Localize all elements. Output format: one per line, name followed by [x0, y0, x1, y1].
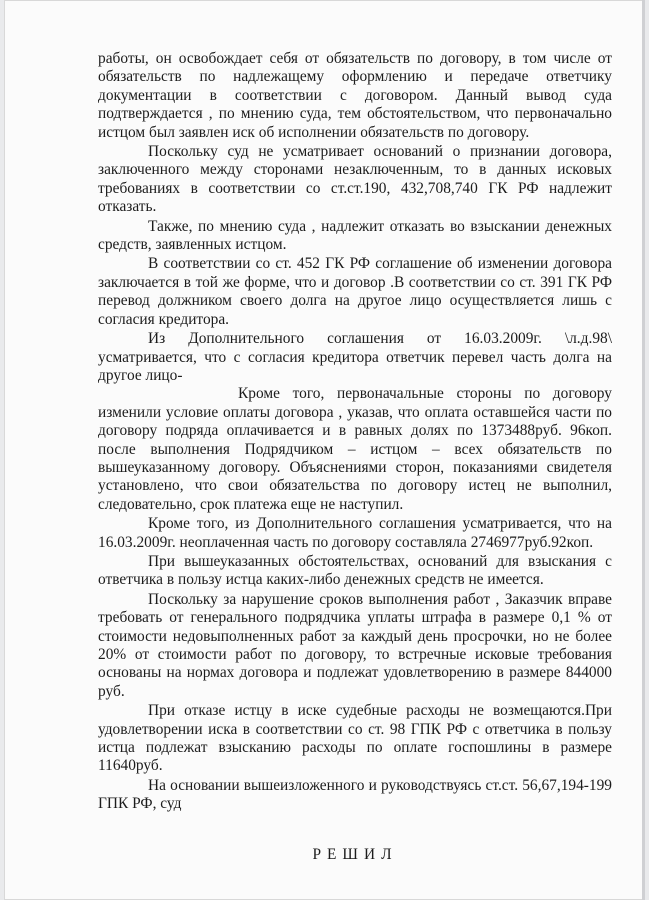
paragraph-11: На основании вышеизложенного и руководствуясь ст.ст. 56,67,194-199 ГПК РФ, суд	[98, 776, 612, 813]
paragraph-8: При вышеуказанных обстоятельствах, оснований для взыскания с ответчика в пользу истца каких-либо денежных средств не имеется.	[98, 552, 612, 589]
paragraph-7: Кроме того, из Дополнительного соглашения усматривается, что на 16.03.2009г. неоплаченная часть по договору составляла 2746977руб.92коп.	[98, 515, 612, 551]
document-page	[4, 0, 645, 900]
paragraph-9: Поскольку за нарушение сроков выполнения работ , Заказчик вправе требовать от генерального подрядчика уплаты штрафа в размере 0,1 % от стоимости недовыполненных работ за каждый день просрочки, но не более 20% от стоимости работ по договору, то встречные исковые требования основаны на нормах договора и подлежат удовлетворению в размере 844000 руб.	[98, 590, 612, 700]
decision-heading: РЕШИЛ	[312, 845, 398, 863]
paragraph-5: Из Дополнительного соглашения от 16.03.2009г. \л.д.98\ усматривается, что с согласия кредитора ответчик перевел часть долга на другое лицо-	[98, 330, 612, 384]
paragraph-1: работы, он освобождает себя от обязательств по договору, в том числе от обязательств по надлежащему оформлению и передаче ответчику документации в соответствии с договором. Данный вывод суда подтверждается , по мнению суда, тем обстоятельством, что первоначально истцом был заявлен иск об исполнении обязательств по договору.	[98, 50, 612, 141]
page-edge	[642, 0, 645, 900]
document-body	[98, 50, 612, 864]
paragraph-6: Кроме того, первоначальные стороны по договору изменили условие оплаты договора , указав, что оплата оставшейся части по договору подряда оплачивается и в равных долях по 1373488руб. 96коп. после выполнения Подрядчиком – истцом – всех обязательств по вышеуказанному договору. Объяснениями сторон, показаниями свидетеля установлено, что свои обязательства по договору истец не выполнил, следовательно, срок платежа еще не наступил.	[98, 385, 612, 513]
paragraph-2: Поскольку суд не усматривает оснований о признании договора, заключенного между сторонами незаключенным, то в данных исковых требованиях в соответствии со ст.ст.190, 432,708,740 ГК РФ надлежит отказать.	[98, 143, 612, 216]
paragraph-3: Также, по мнению суда , надлежит отказать во взыскании денежных средств, заявленных истцом.	[98, 217, 612, 254]
paragraph-4: В соответствии со ст. 452 ГК РФ соглашение об изменении договора заключается в той же форме, что и договор .В соответствии со ст. 391 ГК РФ перевод должником своего долга на другое лицо осуществляется лишь с согласия кредитора.	[98, 255, 612, 328]
paragraph-10: При отказе истцу в иске судебные расходы не возмещаются.При удовлетворении иска в соответствии со ст. 98 ГПК РФ с ответчика в пользу истца подлежат взысканию расходы по оплате госпошлины в размере 11640руб.	[98, 702, 612, 775]
